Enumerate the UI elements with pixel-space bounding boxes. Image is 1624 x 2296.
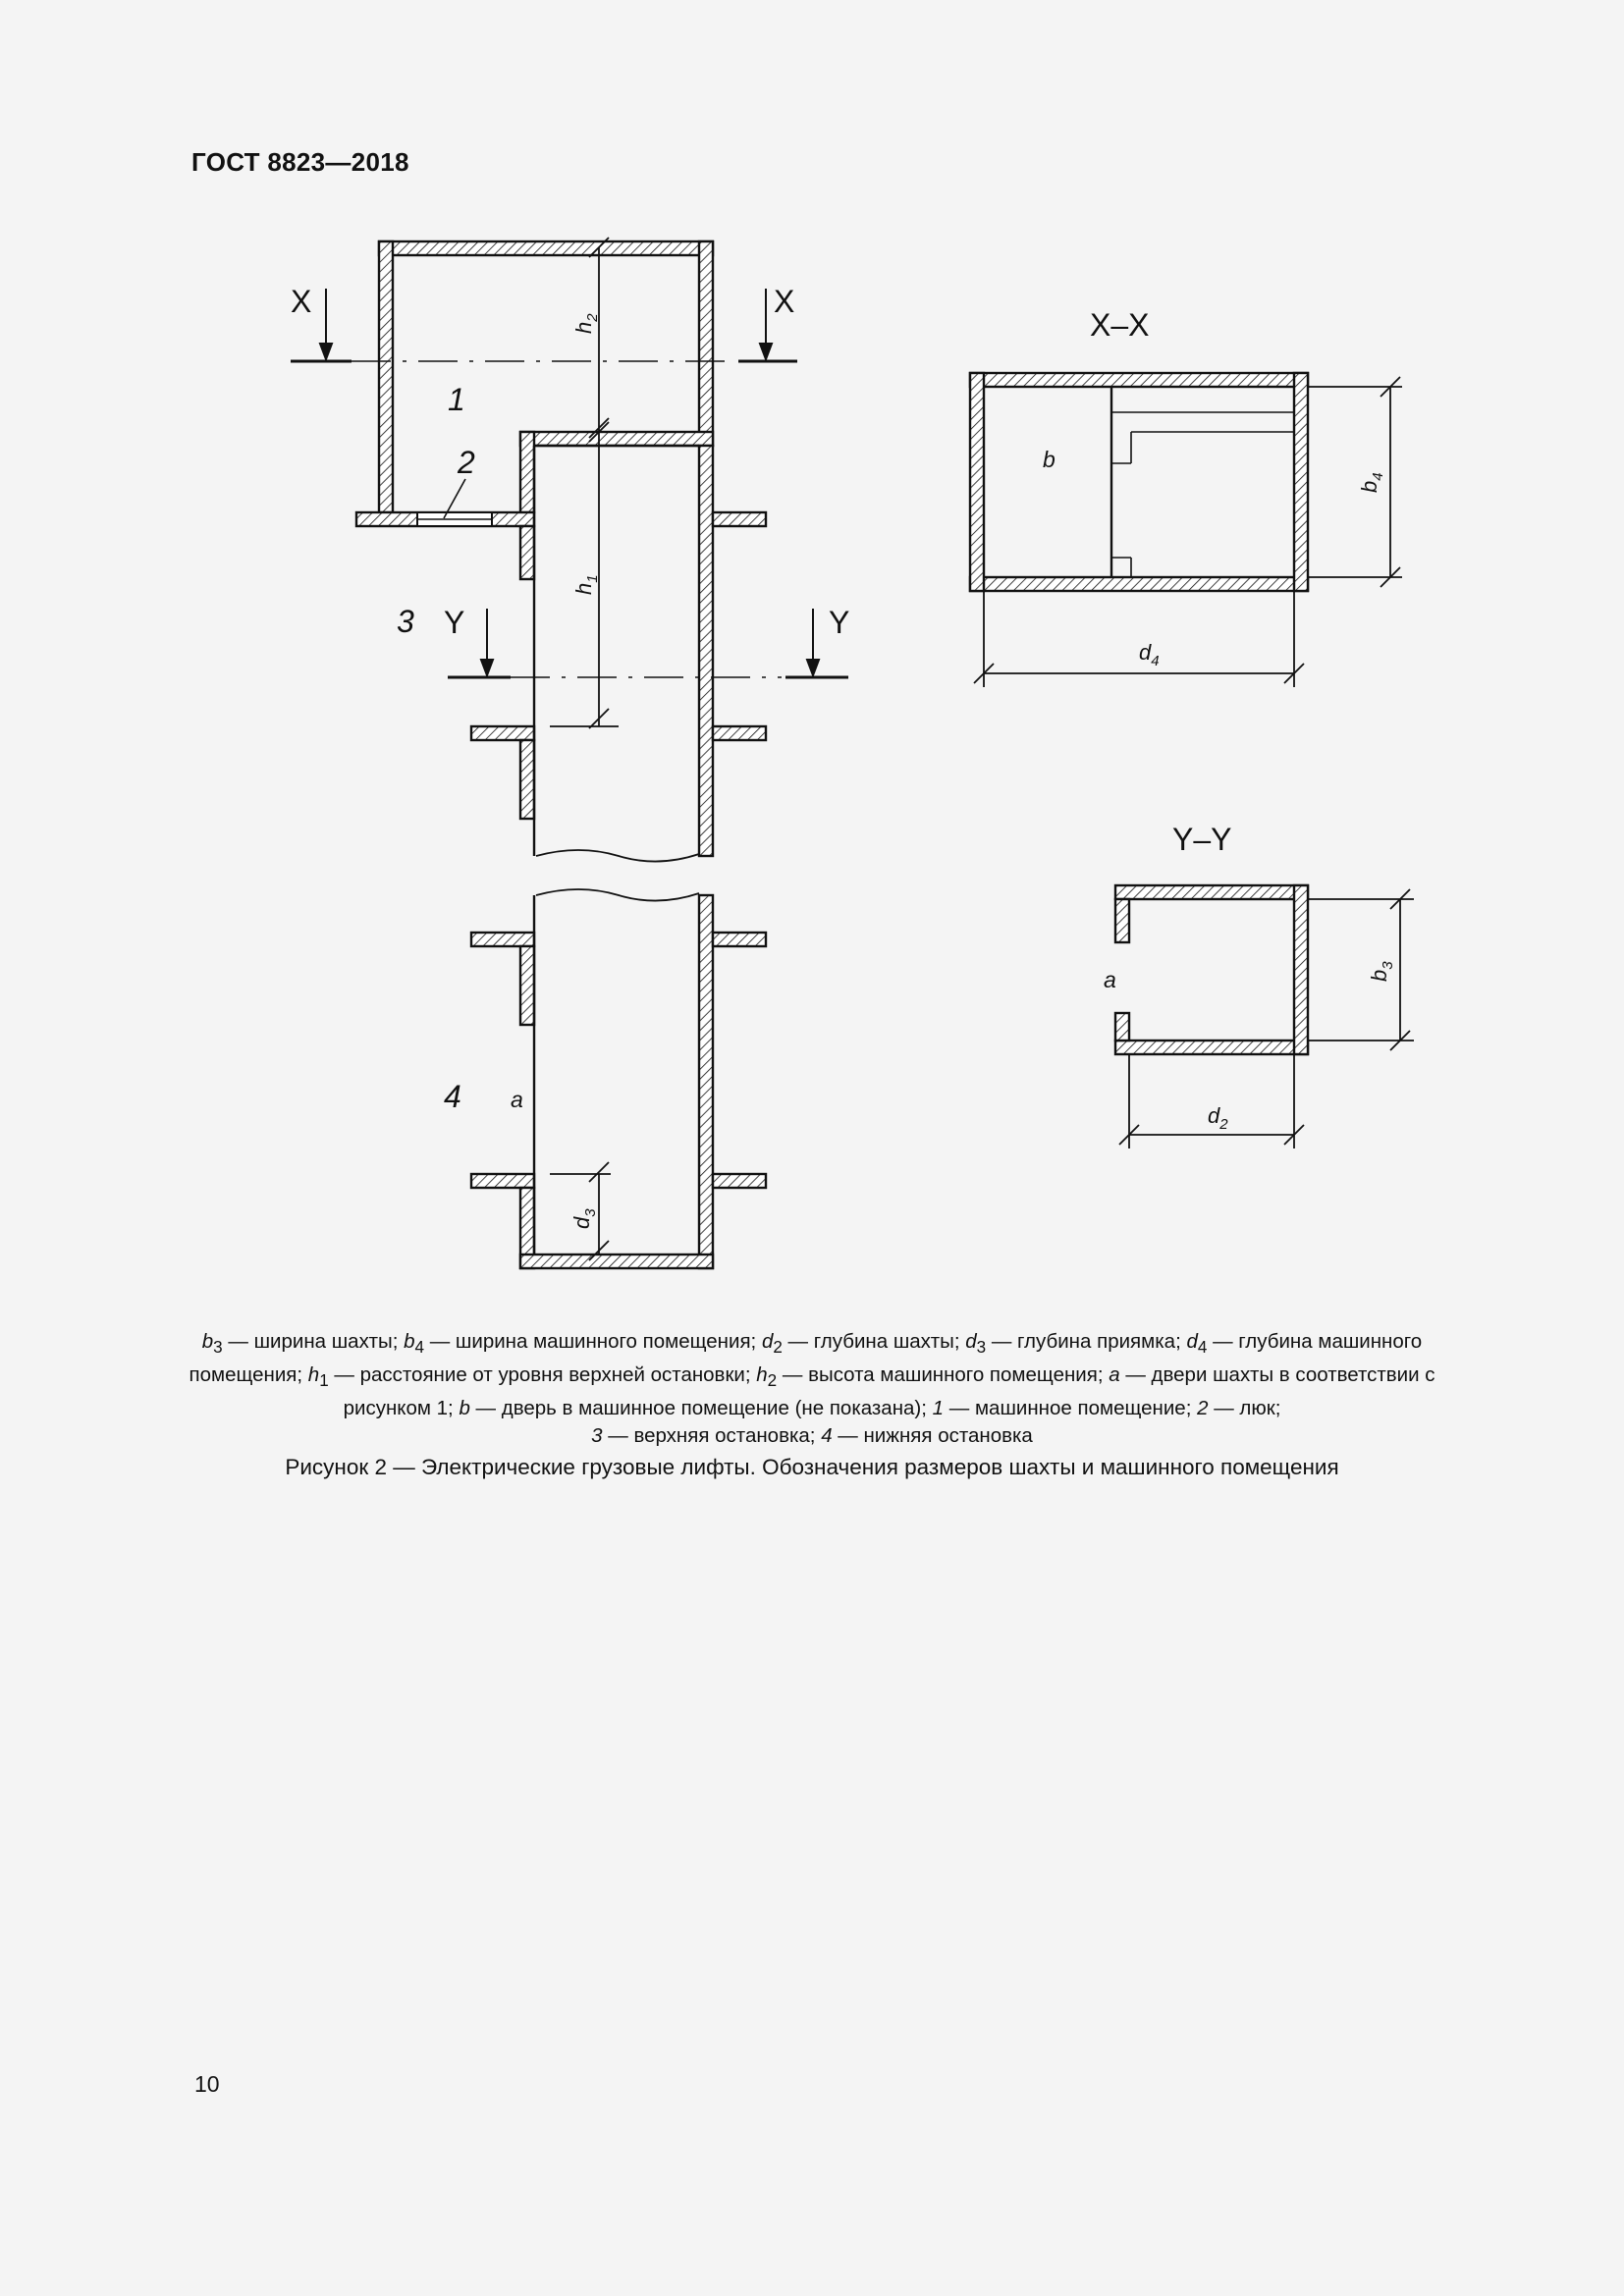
page-number: 10	[194, 2071, 220, 2097]
section-line-x	[291, 289, 797, 361]
callout-machine-room: 1	[448, 382, 465, 417]
break-line-bottom	[536, 889, 699, 901]
dim-d4-label: $d_4$	[1139, 640, 1160, 669]
section-marker-x-right: X	[774, 284, 795, 319]
section-y-view	[1115, 885, 1308, 1054]
break-line-top	[536, 850, 699, 862]
callout-lower-stop: 4	[444, 1079, 461, 1114]
door-a-label-elevation: a	[511, 1087, 523, 1112]
section-x-title: X–X	[1090, 307, 1150, 343]
section-marker-y-right: Y	[829, 605, 850, 640]
elevation-view	[356, 241, 766, 1268]
dim-d2-label: $d_2$	[1208, 1103, 1228, 1133]
dimension-lines-x	[974, 377, 1402, 687]
door-a-label-plan: a	[1104, 967, 1116, 992]
section-x-view	[970, 373, 1308, 591]
shaft-walls-upper	[471, 446, 766, 856]
dim-h2-label: $h_2$	[571, 313, 601, 334]
dimension-lines-y	[1119, 889, 1414, 1148]
figure-legend: $b_3$ — ширина шахты; $b_4$ — ширина машинного помещения; $d_2$ — глубина шахты; $d_3$ — глубина приямка; $d_4$ — глубина машинного помещения; $h_1$ — расстояние от уровня верхней остановки; $h_2$ — высота машинного помещения; a — двери шахты в соответствии с рисунком 1; b — дверь в машинное помещение (не показана); 1 — машинное помещение; 2 — люк; 3 — верхняя остановка; 4 — нижняя остановка	[189, 1330, 1435, 1448]
section-y-title: Y–Y	[1172, 822, 1232, 857]
callout-upper-stop: 3	[397, 604, 414, 639]
dimension-lines-elevation	[550, 238, 619, 1260]
section-marker-x-left: X	[291, 284, 312, 319]
shaft-walls-lower	[471, 895, 766, 1268]
document-header: ГОСТ 8823—2018	[191, 147, 409, 177]
callout-hatch: 2	[458, 445, 475, 480]
figure-caption: Рисунок 2 — Электрические грузовые лифты. Обозначения размеров шахты и машинного помещения	[285, 1455, 1339, 1479]
section-line-y	[448, 609, 848, 677]
dim-d3-label: $d_3$	[569, 1208, 599, 1229]
door-b-label: b	[1043, 447, 1056, 472]
dim-b4-label: $b_4$	[1357, 472, 1386, 493]
section-marker-y-left: Y	[444, 605, 465, 640]
dim-h1-label: $h_1$	[571, 574, 601, 595]
dim-b3-label: $b_3$	[1367, 961, 1396, 982]
